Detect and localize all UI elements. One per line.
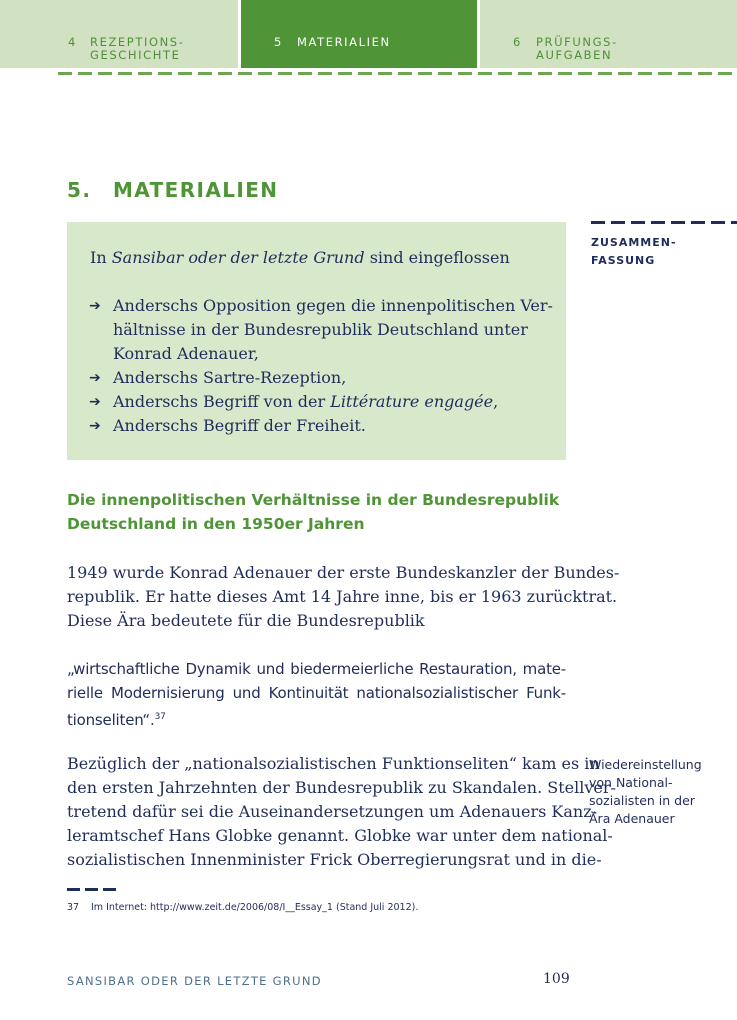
list-item-line: Anderschs Begriff der Freiheit.: [113, 416, 366, 435]
section-heading: [67, 488, 559, 536]
page-number: 109: [543, 971, 570, 987]
list-item: [89, 294, 553, 366]
tab-number: 5: [274, 35, 283, 49]
arrow-right-icon: ➔: [89, 394, 101, 410]
arrow-right-icon: ➔: [89, 298, 101, 314]
tab-label-line: PRÜFUNGS-: [536, 35, 618, 49]
list-item-line: Konrad Adenauer,: [113, 344, 259, 363]
list-item-line: [113, 390, 553, 414]
footnote-text: Im Internet: http://www.zeit.de/2006/08/I__Essay_1 (Stand Juli 2012).: [91, 902, 419, 913]
body-paragraph: [67, 752, 616, 872]
margin-note-line: Wiedereinstellung: [589, 757, 702, 772]
chapter-number: 5.: [67, 178, 92, 202]
list-item: [89, 366, 553, 390]
summary-intro-suffix: sind eingeflossen: [364, 248, 510, 267]
running-title: SANSIBAR ODER DER LETZTE GRUND: [67, 974, 322, 988]
paragraph-line: tretend dafür sei die Auseinandersetzungen um Adenauers Kanz-: [67, 802, 598, 821]
sidebar-dashed-divider: [591, 221, 737, 224]
tab-pruefungsaufgaben[interactable]: [480, 0, 737, 68]
paragraph-line: [67, 705, 566, 732]
summary-list: [89, 294, 553, 438]
chapter-heading: [67, 178, 278, 202]
list-item-italic: Littérature engagée: [330, 392, 494, 411]
tab-label-line: AUFGABEN: [536, 48, 613, 62]
sidebar-heading-line: FASSUNG: [591, 254, 656, 267]
tab-label: [536, 36, 618, 62]
arrow-right-icon: ➔: [89, 370, 101, 386]
list-item-line: Anderschs Opposition gegen die innenpolitischen Ver-: [113, 296, 553, 315]
paragraph-line: sozialistischen Innenminister Frick Oberregierungsrat und in die-: [67, 850, 602, 869]
section-heading-line: Die innenpolitischen Verhältnisse in der Bundesrepublik: [67, 491, 560, 509]
paragraph-line: den ersten Jahrzehnten der Bundesrepublik zu Skandalen. Stellver-: [67, 778, 616, 797]
margin-note-line: sozialisten in der: [589, 793, 695, 808]
summary-intro-prefix: In: [90, 248, 112, 267]
margin-note-line: Ära Adenauer: [589, 811, 675, 826]
paragraph-line: Bezüglich der „nationalsozialistischen Funktionseliten“ kam es in: [67, 754, 600, 773]
chapter-tabs: [0, 0, 737, 68]
tab-number: 4: [68, 35, 77, 49]
footnote-reference[interactable]: 37: [154, 712, 166, 722]
paragraph-line: „wirtschaftliche Dynamik und biedermeierliche Restauration, mate-: [67, 660, 566, 678]
paragraph-line: Diese Ära bedeutete für die Bundesrepublik: [67, 611, 425, 630]
paragraph-line: rielle Modernisierung und Kontinuität nationalsozialistischer Funk-: [67, 684, 566, 702]
header-dashed-divider: [58, 72, 737, 75]
paragraph-line: 1949 wurde Konrad Adenauer der erste Bundeskanzler der Bundes-: [67, 563, 620, 582]
tab-label-line: REZEPTIONS-: [90, 35, 185, 49]
margin-note-line: von National-: [589, 775, 673, 790]
book-title: Sansibar oder der letzte Grund: [111, 248, 365, 267]
arrow-right-icon: ➔: [89, 418, 101, 434]
paragraph-line: republik. Er hatte dieses Amt 14 Jahre inne, bis er 1963 zurücktrat.: [67, 587, 618, 606]
tab-label: MATERIALIEN: [297, 35, 391, 49]
tab-materialien[interactable]: [241, 0, 477, 68]
list-item: [89, 390, 553, 414]
footnote: [67, 902, 418, 913]
chapter-title: MATERIALIEN: [113, 178, 279, 202]
list-item-text: ,: [493, 392, 499, 411]
tab-label: [90, 36, 184, 62]
footnote-divider: [67, 888, 117, 891]
list-item-line: Anderschs Sartre-Rezeption,: [113, 368, 347, 387]
section-heading-line: Deutschland in den 1950er Jahren: [67, 515, 365, 533]
body-paragraph: [67, 561, 620, 633]
sidebar-heading-line: ZUSAMMEN-: [591, 236, 677, 249]
summary-intro: [90, 246, 510, 270]
quotation-paragraph: [67, 657, 566, 732]
summary-box: [67, 222, 566, 460]
paragraph-line: leramtschef Hans Globke genannt. Globke war unter dem national-: [67, 826, 613, 845]
sidebar-heading: [591, 234, 677, 270]
tab-rezeptionsgeschichte[interactable]: [0, 0, 238, 68]
tab-number: 6: [513, 35, 522, 49]
list-item-line: hältnisse in der Bundesrepublik Deutschland unter: [113, 320, 528, 339]
list-item-text: Anderschs Begriff von der: [113, 392, 331, 411]
tab-label-line: GESCHICHTE: [90, 48, 181, 62]
paragraph-line-text: tionseliten“.: [67, 711, 155, 729]
footnote-number: 37: [67, 902, 80, 913]
list-item: [89, 414, 553, 438]
